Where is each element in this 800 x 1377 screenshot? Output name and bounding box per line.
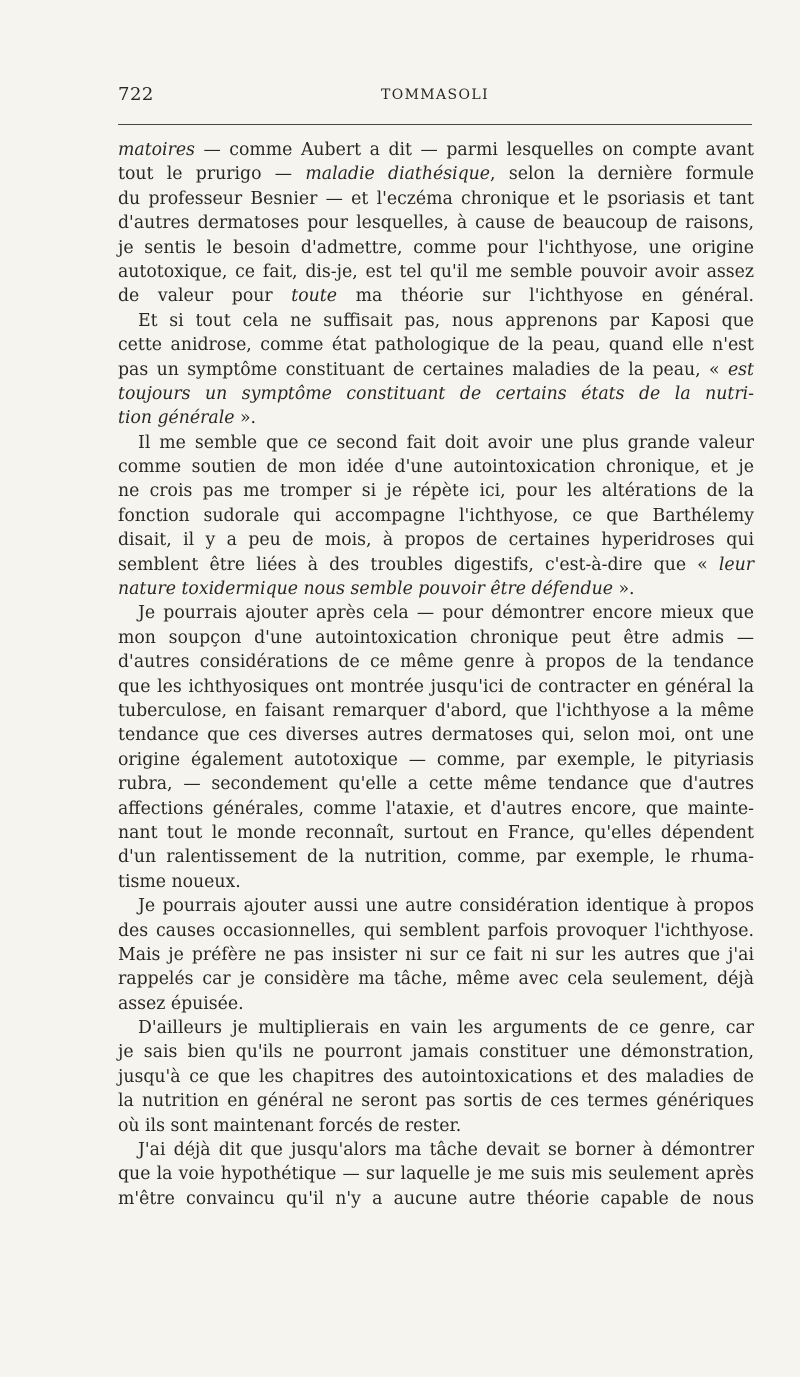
text-segment: jusqu'à ce que les chapitres des autointoxications et des maladies de xyxy=(118,1066,754,1087)
paragraph xyxy=(118,1138,754,1211)
text-segment: tuberculose, en faisant remarquer d'abord, que l'ichthyose a la même xyxy=(118,700,754,721)
text-segment: du professeur Besnier — et l'eczéma chronique et le psoriasis et tant xyxy=(118,188,754,209)
text-line xyxy=(118,1162,754,1186)
page-number: 722 xyxy=(118,84,154,105)
paragraph xyxy=(118,431,754,602)
text-segment: D'ailleurs je multiplierais en vain les arguments de ce genre, car xyxy=(138,1018,754,1039)
text-line xyxy=(118,675,754,699)
text-segment: où ils sont maintenant forcés de rester. xyxy=(118,1115,462,1136)
text-line xyxy=(118,1187,754,1211)
text-line xyxy=(118,479,754,503)
text-segment: je sentis le besoin d'admettre, comme pour l'ichthyose, une origine xyxy=(118,237,754,258)
text-line xyxy=(118,626,754,650)
text-line xyxy=(118,528,754,552)
text-line xyxy=(118,870,754,894)
text-line xyxy=(118,406,754,430)
text-segment: J'ai déjà dit que jusqu'alors ma tâche devait se borner à démontrer xyxy=(138,1140,754,1161)
text-segment: semblent être liées à des troubles digestifs, c'est-à-dire que « xyxy=(118,554,719,575)
text-segment: comme soutien de mon idée d'une autointoxication chronique, et je xyxy=(118,457,754,478)
text-line xyxy=(118,1065,754,1089)
text-segment: Il me semble que ce second fait doit avoir une plus grande valeur xyxy=(138,432,754,453)
text-line xyxy=(118,553,754,577)
text-segment: mon soupçon d'une autointoxication chronique peut être admis — xyxy=(118,627,754,648)
text-segment: ». xyxy=(612,579,635,600)
text-segment: — comme Aubert a dit — parmi lesquelles on compte avant xyxy=(194,140,754,160)
text-segment: Mais je préfère ne pas insister ni sur ce fait ni sur les autres que j'ai xyxy=(118,944,754,965)
text-segment: affections générales, comme l'ataxie, et d'autres encore, que mainte- xyxy=(118,798,754,819)
text-line xyxy=(118,967,754,991)
text-segment: Je pourrais ajouter après cela — pour démontrer encore mieux que xyxy=(138,603,754,624)
text-segment: ma théorie sur l'ichthyose en général. xyxy=(336,286,754,307)
text-line xyxy=(118,601,754,625)
text-segment: matoires xyxy=(118,140,195,160)
text-line xyxy=(118,455,754,479)
text-line xyxy=(118,919,754,943)
text-segment: , selon la dernière formule xyxy=(490,164,754,185)
text-segment: d'autres considérations de ce même genre à propos de la tendance xyxy=(118,652,754,673)
text-segment: disait, il y a peu de mois, à propos de certaines hyperidroses qui xyxy=(118,530,754,551)
text-segment: tendance que ces diverses autres dermatoses qui, selon moi, ont une xyxy=(118,725,754,746)
text-line xyxy=(118,138,754,162)
paragraph xyxy=(118,138,754,309)
text-line xyxy=(118,797,754,821)
text-line xyxy=(118,699,754,723)
text-segment: maladie diathésique xyxy=(305,164,491,185)
text-line xyxy=(118,382,754,406)
text-segment: d'autres dermatoses pour lesquelles, à cause de beaucoup de raisons, xyxy=(118,213,754,234)
text-line xyxy=(118,284,754,308)
text-segment: rubra, — secondement qu'elle a cette même tendance que d'autres xyxy=(118,774,754,795)
text-line xyxy=(118,431,754,455)
text-line xyxy=(118,1016,754,1040)
text-segment: Je pourrais ajouter aussi une autre considération identique à propos xyxy=(138,896,754,917)
page-header xyxy=(118,84,752,114)
text-line xyxy=(118,748,754,772)
text-line xyxy=(118,309,754,333)
text-line xyxy=(118,1114,754,1138)
text-line xyxy=(118,894,754,918)
text-segment: tisme noueux. xyxy=(118,871,241,892)
text-segment: que les ichthyosiques ont montrée jusqu'ici de contracter en général la xyxy=(118,676,754,697)
text-segment: que la voie hypothétique — sur laquelle je me suis mis seulement après xyxy=(118,1164,754,1185)
text-line xyxy=(118,845,754,869)
text-segment: Et si tout cela ne suffisait pas, nous apprenons par Kaposi que xyxy=(138,310,754,331)
text-line xyxy=(118,577,754,601)
text-line xyxy=(118,772,754,796)
text-line xyxy=(118,236,754,260)
text-segment: rappelés car je considère ma tâche, même avec cela seulement, déjà xyxy=(118,969,754,990)
text-line xyxy=(118,358,754,382)
text-segment: toute xyxy=(291,286,337,307)
text-line xyxy=(118,821,754,845)
text-segment: ne crois pas me tromper si je répète ici, pour les altérations de la xyxy=(118,481,754,502)
text-segment: fonction sudorale qui accompagne l'ichthyose, ce que Barthélemy xyxy=(118,505,754,526)
paragraph xyxy=(118,894,754,1016)
text-segment: toujours un symptôme constituant de certains états de la nutri- xyxy=(118,383,754,404)
text-line xyxy=(118,1089,754,1113)
text-line xyxy=(118,187,754,211)
header-rule xyxy=(118,124,752,125)
paragraph xyxy=(118,309,754,431)
text-segment: de valeur pour xyxy=(118,286,292,307)
text-segment: est xyxy=(727,359,754,380)
text-segment: autotoxique, ce fait, dis-je, est tel qu'il me semble pouvoir avoir assez xyxy=(118,261,754,282)
text-segment: la nutrition en général ne seront pas sortis de ces termes génériques xyxy=(118,1091,754,1112)
text-segment: nant tout le monde reconnaît, surtout en France, qu'elles dépendent xyxy=(118,822,754,843)
text-line xyxy=(118,260,754,284)
paragraph xyxy=(118,601,754,894)
text-line xyxy=(118,1040,754,1064)
text-line xyxy=(118,333,754,357)
text-segment: je sais bien qu'ils ne pourront jamais constituer une démonstration, xyxy=(118,1042,754,1063)
text-line xyxy=(118,992,754,1016)
text-line xyxy=(118,211,754,235)
text-segment: des causes occasionnelles, qui semblent parfois provoquer l'ichthyose. xyxy=(118,920,754,941)
text-segment: origine également autotoxique — comme, par exemple, le pityriasis xyxy=(118,749,754,770)
text-line xyxy=(118,504,754,528)
text-segment: cette anidrose, comme état pathologique de la peau, quand elle n'est xyxy=(118,335,754,356)
running-head: TOMMASOLI xyxy=(380,87,490,103)
text-segment: tion générale xyxy=(118,408,235,429)
text-segment: nature toxidermique nous semble pouvoir être défendue xyxy=(118,579,613,600)
text-line xyxy=(118,162,754,186)
text-segment: leur xyxy=(718,554,754,575)
text-line xyxy=(118,650,754,674)
body-text xyxy=(118,138,754,1211)
text-segment: pas un symptôme constituant de certaines maladies de la peau, « xyxy=(118,359,728,380)
text-segment: d'un ralentissement de la nutrition, comme, par exemple, le rhuma- xyxy=(118,847,754,868)
text-line xyxy=(118,723,754,747)
text-segment: m'être convaincu qu'il n'y a aucune autre théorie capable de nous xyxy=(118,1188,754,1209)
text-line xyxy=(118,1138,754,1162)
text-segment: ». xyxy=(234,408,257,429)
text-segment: assez épuisée. xyxy=(118,993,244,1014)
paragraph xyxy=(118,1016,754,1138)
text-line xyxy=(118,943,754,967)
text-segment: tout le prurigo — xyxy=(118,164,306,185)
